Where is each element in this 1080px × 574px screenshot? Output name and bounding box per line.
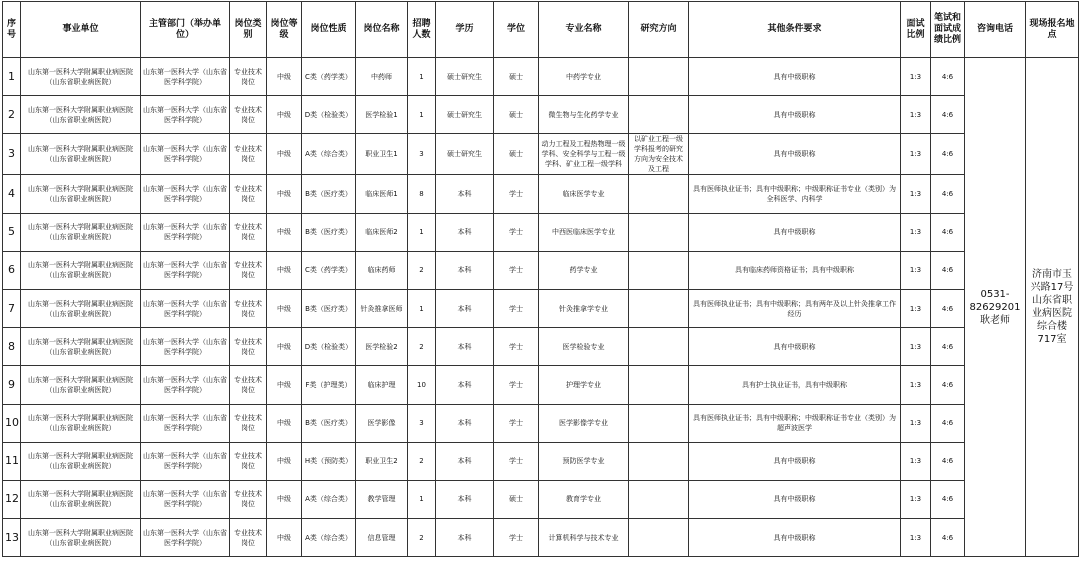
cell-score: 4:6 <box>931 442 965 480</box>
column-header: 现场报名地点 <box>1026 2 1079 58</box>
cell-research <box>629 480 689 518</box>
cell-edu: 本科 <box>436 519 494 557</box>
cell-research <box>629 175 689 213</box>
cell-score: 4:6 <box>931 134 965 175</box>
cell-cat: 专业技术岗位 <box>230 175 267 213</box>
cell-seq: 9 <box>3 366 21 404</box>
cell-unit: 山东第一医科大学附属职业病医院（山东省职业病医院） <box>21 519 141 557</box>
cell-research <box>629 519 689 557</box>
cell-other: 具有中级职称 <box>689 134 901 175</box>
cell-num: 3 <box>408 404 436 442</box>
cell-name: 临床医师1 <box>356 175 408 213</box>
cell-cat: 专业技术岗位 <box>230 289 267 327</box>
cell-major: 预防医学专业 <box>539 442 629 480</box>
cell-research <box>629 96 689 134</box>
column-header: 面试比例 <box>901 2 931 58</box>
cell-ratio: 1:3 <box>901 251 931 289</box>
cell-edu: 本科 <box>436 442 494 480</box>
cell-nature: A类（综合类） <box>302 134 356 175</box>
cell-degree: 学士 <box>494 366 539 404</box>
cell-research <box>629 442 689 480</box>
cell-cat: 专业技术岗位 <box>230 366 267 404</box>
cell-research: 以矿业工程一级学科报考的研究方向为安全技术及工程 <box>629 134 689 175</box>
cell-other: 具有医师执业证书；具有中级职称；中级职称证书专业（类别）为全科医学、内科学 <box>689 175 901 213</box>
cell-unit: 山东第一医科大学附属职业病医院（山东省职业病医院） <box>21 213 141 251</box>
cell-seq: 6 <box>3 251 21 289</box>
cell-major: 医学影像学专业 <box>539 404 629 442</box>
cell-degree: 硕士 <box>494 134 539 175</box>
cell-level: 中级 <box>267 328 302 366</box>
cell-other: 具有临床药师资格证书；具有中级职称 <box>689 251 901 289</box>
cell-name: 医学影像 <box>356 404 408 442</box>
cell-dept: 山东第一医科大学（山东省医学科学院） <box>141 58 230 96</box>
cell-name: 信息管理 <box>356 519 408 557</box>
cell-seq: 10 <box>3 404 21 442</box>
cell-other: 具有医师执业证书；具有中级职称；中级职称证书专业（类别）为超声波医学 <box>689 404 901 442</box>
cell-dept: 山东第一医科大学（山东省医学科学院） <box>141 442 230 480</box>
cell-research <box>629 58 689 96</box>
table-row <box>3 480 1079 518</box>
cell-ratio: 1:3 <box>901 480 931 518</box>
cell-name: 针灸推拿医师 <box>356 289 408 327</box>
cell-seq: 7 <box>3 289 21 327</box>
cell-nature: A类（综合类） <box>302 519 356 557</box>
cell-research <box>629 289 689 327</box>
column-header: 岗位名称 <box>356 2 408 58</box>
column-header: 序号 <box>3 2 21 58</box>
cell-nature: H类（预防类） <box>302 442 356 480</box>
cell-name: 职业卫生2 <box>356 442 408 480</box>
cell-dept: 山东第一医科大学（山东省医学科学院） <box>141 251 230 289</box>
column-header: 岗位类别 <box>230 2 267 58</box>
cell-score: 4:6 <box>931 213 965 251</box>
cell-research <box>629 213 689 251</box>
cell-unit: 山东第一医科大学附属职业病医院（山东省职业病医院） <box>21 134 141 175</box>
cell-level: 中级 <box>267 213 302 251</box>
cell-edu: 本科 <box>436 175 494 213</box>
cell-name: 中药师 <box>356 58 408 96</box>
cell-edu: 本科 <box>436 289 494 327</box>
cell-edu: 硕士研究生 <box>436 134 494 175</box>
cell-dept: 山东第一医科大学（山东省医学科学院） <box>141 404 230 442</box>
cell-nature: C类（药学类） <box>302 58 356 96</box>
table-row <box>3 175 1079 213</box>
cell-name: 临床医师2 <box>356 213 408 251</box>
column-header: 笔试和面试成绩比例 <box>931 2 965 58</box>
cell-score: 4:6 <box>931 328 965 366</box>
cell-name: 医学检验1 <box>356 96 408 134</box>
cell-nature: B类（医疗类） <box>302 404 356 442</box>
cell-degree: 学士 <box>494 289 539 327</box>
cell-degree: 硕士 <box>494 480 539 518</box>
cell-num: 2 <box>408 442 436 480</box>
cell-nature: D类（检验类） <box>302 328 356 366</box>
cell-name: 临床药师 <box>356 251 408 289</box>
recruitment-table <box>2 1 1079 557</box>
cell-degree: 学士 <box>494 328 539 366</box>
cell-num: 1 <box>408 96 436 134</box>
cell-cat: 专业技术岗位 <box>230 328 267 366</box>
cell-edu: 本科 <box>436 366 494 404</box>
cell-level: 中级 <box>267 289 302 327</box>
cell-other: 具有医师执业证书；具有中级职称；具有两年及以上针灸推拿工作经历 <box>689 289 901 327</box>
column-header: 学历 <box>436 2 494 58</box>
cell-degree: 硕士 <box>494 96 539 134</box>
cell-dept: 山东第一医科大学（山东省医学科学院） <box>141 96 230 134</box>
cell-score: 4:6 <box>931 251 965 289</box>
cell-other: 具有中级职称 <box>689 519 901 557</box>
cell-score: 4:6 <box>931 96 965 134</box>
cell-ratio: 1:3 <box>901 366 931 404</box>
column-header: 主管部门（举办单位） <box>141 2 230 58</box>
cell-major: 中西医临床医学专业 <box>539 213 629 251</box>
cell-degree: 硕士 <box>494 58 539 96</box>
cell-major: 计算机科学与技术专业 <box>539 519 629 557</box>
cell-level: 中级 <box>267 519 302 557</box>
cell-edu: 本科 <box>436 213 494 251</box>
cell-ratio: 1:3 <box>901 175 931 213</box>
cell-seq: 13 <box>3 519 21 557</box>
cell-dept: 山东第一医科大学（山东省医学科学院） <box>141 289 230 327</box>
cell-unit: 山东第一医科大学附属职业病医院（山东省职业病医院） <box>21 175 141 213</box>
table-row <box>3 213 1079 251</box>
cell-unit: 山东第一医科大学附属职业病医院（山东省职业病医院） <box>21 58 141 96</box>
table-body <box>3 58 1079 557</box>
cell-cat: 专业技术岗位 <box>230 480 267 518</box>
cell-level: 中级 <box>267 366 302 404</box>
cell-name: 医学检验2 <box>356 328 408 366</box>
cell-num: 2 <box>408 251 436 289</box>
cell-major: 教育学专业 <box>539 480 629 518</box>
cell-degree: 学士 <box>494 175 539 213</box>
cell-dept: 山东第一医科大学（山东省医学科学院） <box>141 328 230 366</box>
cell-other: 具有护士执业证书，具有中级职称 <box>689 366 901 404</box>
cell-other: 具有中级职称 <box>689 328 901 366</box>
cell-num: 1 <box>408 58 436 96</box>
cell-major: 医学检验专业 <box>539 328 629 366</box>
cell-nature: B类（医疗类） <box>302 175 356 213</box>
cell-degree: 学士 <box>494 251 539 289</box>
cell-unit: 山东第一医科大学附属职业病医院（山东省职业病医院） <box>21 366 141 404</box>
column-header: 事业单位 <box>21 2 141 58</box>
cell-unit: 山东第一医科大学附属职业病医院（山东省职业病医院） <box>21 328 141 366</box>
cell-research <box>629 328 689 366</box>
cell-other: 具有中级职称 <box>689 213 901 251</box>
cell-ratio: 1:3 <box>901 519 931 557</box>
cell-edu: 本科 <box>436 480 494 518</box>
cell-unit: 山东第一医科大学附属职业病医院（山东省职业病医院） <box>21 251 141 289</box>
table-row <box>3 134 1079 175</box>
cell-num: 1 <box>408 213 436 251</box>
cell-cat: 专业技术岗位 <box>230 251 267 289</box>
cell-edu: 硕士研究生 <box>436 96 494 134</box>
cell-ratio: 1:3 <box>901 213 931 251</box>
cell-major: 动力工程及工程热物理一级学科、安全科学与工程一级学科、矿业工程一级学科 <box>539 134 629 175</box>
cell-nature: A类（综合类） <box>302 480 356 518</box>
cell-unit: 山东第一医科大学附属职业病医院（山东省职业病医院） <box>21 442 141 480</box>
cell-cat: 专业技术岗位 <box>230 519 267 557</box>
cell-num: 1 <box>408 289 436 327</box>
table-row <box>3 58 1079 96</box>
cell-ratio: 1:3 <box>901 289 931 327</box>
cell-ratio: 1:3 <box>901 96 931 134</box>
cell-other: 具有中级职称 <box>689 96 901 134</box>
cell-dept: 山东第一医科大学（山东省医学科学院） <box>141 480 230 518</box>
cell-score: 4:6 <box>931 58 965 96</box>
column-header: 岗位性质 <box>302 2 356 58</box>
cell-nature: C类（药学类） <box>302 251 356 289</box>
cell-ratio: 1:3 <box>901 134 931 175</box>
column-header: 招聘人数 <box>408 2 436 58</box>
cell-dept: 山东第一医科大学（山东省医学科学院） <box>141 134 230 175</box>
cell-other: 具有中级职称 <box>689 58 901 96</box>
cell-name: 临床护理 <box>356 366 408 404</box>
column-header: 咨询电话 <box>965 2 1026 58</box>
cell-cat: 专业技术岗位 <box>230 442 267 480</box>
cell-nature: D类（检验类） <box>302 96 356 134</box>
contact-phone: 0531-82629201 耿老师 <box>965 58 1026 557</box>
cell-dept: 山东第一医科大学（山东省医学科学院） <box>141 366 230 404</box>
cell-level: 中级 <box>267 480 302 518</box>
cell-score: 4:6 <box>931 289 965 327</box>
cell-level: 中级 <box>267 58 302 96</box>
column-header: 其他条件要求 <box>689 2 901 58</box>
cell-edu: 本科 <box>436 251 494 289</box>
table-row <box>3 328 1079 366</box>
table-row <box>3 96 1079 134</box>
cell-degree: 学士 <box>494 404 539 442</box>
cell-score: 4:6 <box>931 480 965 518</box>
cell-nature: B类（医疗类） <box>302 213 356 251</box>
cell-research <box>629 366 689 404</box>
cell-unit: 山东第一医科大学附属职业病医院（山东省职业病医院） <box>21 96 141 134</box>
cell-cat: 专业技术岗位 <box>230 213 267 251</box>
cell-degree: 学士 <box>494 213 539 251</box>
cell-cat: 专业技术岗位 <box>230 404 267 442</box>
cell-ratio: 1:3 <box>901 442 931 480</box>
cell-edu: 本科 <box>436 328 494 366</box>
cell-level: 中级 <box>267 251 302 289</box>
cell-seq: 1 <box>3 58 21 96</box>
cell-unit: 山东第一医科大学附属职业病医院（山东省职业病医院） <box>21 404 141 442</box>
table-row <box>3 289 1079 327</box>
cell-dept: 山东第一医科大学（山东省医学科学院） <box>141 519 230 557</box>
cell-num: 3 <box>408 134 436 175</box>
table-row <box>3 519 1079 557</box>
cell-ratio: 1:3 <box>901 328 931 366</box>
column-header: 专业名称 <box>539 2 629 58</box>
cell-name: 职业卫生1 <box>356 134 408 175</box>
cell-dept: 山东第一医科大学（山东省医学科学院） <box>141 213 230 251</box>
cell-major: 针灸推拿学专业 <box>539 289 629 327</box>
cell-num: 1 <box>408 480 436 518</box>
cell-level: 中级 <box>267 442 302 480</box>
cell-seq: 8 <box>3 328 21 366</box>
cell-num: 2 <box>408 519 436 557</box>
column-header: 学位 <box>494 2 539 58</box>
cell-major: 微生物与生化药学专业 <box>539 96 629 134</box>
cell-major: 中药学专业 <box>539 58 629 96</box>
cell-edu: 本科 <box>436 404 494 442</box>
table-row <box>3 442 1079 480</box>
cell-seq: 3 <box>3 134 21 175</box>
cell-cat: 专业技术岗位 <box>230 96 267 134</box>
cell-edu: 硕士研究生 <box>436 58 494 96</box>
column-header: 岗位等级 <box>267 2 302 58</box>
cell-cat: 专业技术岗位 <box>230 58 267 96</box>
cell-score: 4:6 <box>931 404 965 442</box>
cell-major: 药学专业 <box>539 251 629 289</box>
cell-ratio: 1:3 <box>901 404 931 442</box>
cell-other: 具有中级职称 <box>689 442 901 480</box>
cell-cat: 专业技术岗位 <box>230 134 267 175</box>
registration-location: 济南市玉兴路17号山东省职业病医院综合楼717室 <box>1026 58 1079 557</box>
cell-seq: 2 <box>3 96 21 134</box>
cell-degree: 学士 <box>494 519 539 557</box>
cell-score: 4:6 <box>931 366 965 404</box>
cell-major: 护理学专业 <box>539 366 629 404</box>
cell-unit: 山东第一医科大学附属职业病医院（山东省职业病医院） <box>21 289 141 327</box>
cell-seq: 12 <box>3 480 21 518</box>
cell-seq: 11 <box>3 442 21 480</box>
cell-nature: F类（护理类） <box>302 366 356 404</box>
cell-nature: B类（医疗类） <box>302 289 356 327</box>
cell-score: 4:6 <box>931 175 965 213</box>
table-row <box>3 404 1079 442</box>
header-row <box>3 2 1079 58</box>
cell-level: 中级 <box>267 134 302 175</box>
table-row <box>3 251 1079 289</box>
cell-num: 8 <box>408 175 436 213</box>
column-header: 研究方向 <box>629 2 689 58</box>
cell-research <box>629 404 689 442</box>
cell-level: 中级 <box>267 96 302 134</box>
cell-level: 中级 <box>267 404 302 442</box>
cell-unit: 山东第一医科大学附属职业病医院（山东省职业病医院） <box>21 480 141 518</box>
cell-major: 临床医学专业 <box>539 175 629 213</box>
cell-degree: 学士 <box>494 442 539 480</box>
cell-name: 教学管理 <box>356 480 408 518</box>
cell-ratio: 1:3 <box>901 58 931 96</box>
cell-level: 中级 <box>267 175 302 213</box>
cell-seq: 4 <box>3 175 21 213</box>
cell-seq: 5 <box>3 213 21 251</box>
table-row <box>3 366 1079 404</box>
cell-num: 2 <box>408 328 436 366</box>
cell-score: 4:6 <box>931 519 965 557</box>
cell-research <box>629 251 689 289</box>
cell-num: 10 <box>408 366 436 404</box>
cell-other: 具有中级职称 <box>689 480 901 518</box>
cell-dept: 山东第一医科大学（山东省医学科学院） <box>141 175 230 213</box>
